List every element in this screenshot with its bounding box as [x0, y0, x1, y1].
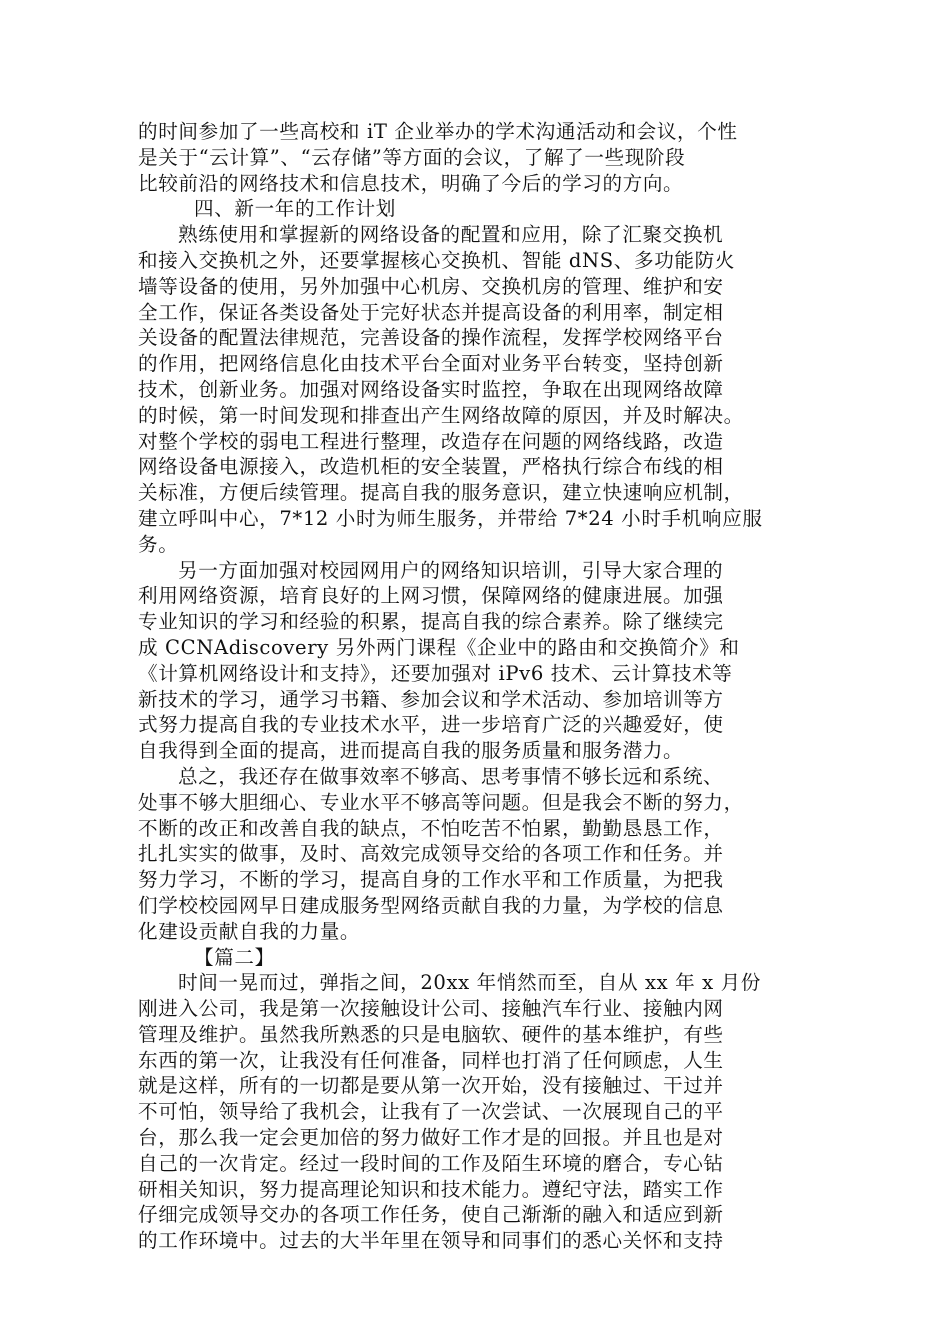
text-line: 专业知识的学习和经验的积累，提高自我的综合素养。除了继续完	[138, 610, 724, 634]
text-line: 墙等设备的使用，另外加强中心机房、交换机房的管理、维护和安	[138, 274, 724, 298]
text-line: 管理及维护。虽然我所熟悉的只是电脑软、硬件的基本维护，有些	[138, 1022, 724, 1046]
text-line: 的工作环境中。过去的大半年里在领导和同事们的悉心关怀和支持	[138, 1229, 724, 1253]
section-heading-part2: 【篇二】	[194, 945, 275, 969]
text-line: 务。	[138, 532, 179, 556]
paragraph-summary	[138, 764, 818, 945]
text-line: 另一方面加强对校园网用户的网络知识培训，引导大家合理的	[178, 558, 724, 582]
text-line: 全工作，保证各类设备处于完好状态并提高设备的利用率，制定相	[138, 300, 724, 324]
paragraph-plan	[138, 222, 818, 557]
text-line: 新技术的学习，通学习书籍、参加会议和学术活动、参加培训等方	[138, 687, 724, 711]
text-line: 不可怕，领导给了我机会，让我有了一次尝试、一次展现自己的平	[138, 1100, 724, 1124]
text-line: 就是这样，所有的一切都是要从第一次开始，没有接触过、干过并	[138, 1074, 724, 1098]
text-line: 网络设备电源接入，改造机柜的安全装置，严格执行综合布线的相	[138, 455, 724, 479]
paragraph-part2	[138, 970, 818, 1254]
text-line: 熟练使用和掌握新的网络设备的配置和应用，除了汇聚交换机	[178, 223, 724, 247]
text-line: 《计算机网络设计和支持》，还要加强对 iPv6 技术、云计算技术等	[138, 661, 733, 685]
text-line: 东西的第一次，让我没有任何准备，同样也打消了任何顾虑，人生	[138, 1048, 724, 1072]
text-line: 关设备的配置法律规范，完善设备的操作流程，发挥学校网络平台	[138, 326, 724, 350]
text-line: 比较前沿的网络技术和信息技术，明确了今后的学习的方向。	[138, 171, 684, 195]
text-line: 技术，创新业务。加强对网络设备实时监控，争取在出现网络故障	[138, 377, 724, 401]
text-line: 成 CCNAdiscovery 另外两门课程《企业中的路由和交换简介》和	[138, 635, 740, 659]
text-line: 化建设贡献自我的力量。	[138, 919, 361, 943]
text-line: 自我得到全面的提高，进而提高自我的服务质量和服务潜力。	[138, 739, 684, 763]
text-line: 自己的一次肯定。经过一段时间的工作及陌生环境的磨合，专心钻	[138, 1151, 724, 1175]
text-line: 对整个学校的弱电工程进行整理，改造存在问题的网络线路，改造	[138, 429, 724, 453]
text-line: 处事不够大胆细心、专业水平不够高等问题。但是我会不断的努力，	[138, 790, 744, 814]
text-line: 仔细完成领导交办的各项工作任务，使自己渐渐的融入和适应到新	[138, 1203, 724, 1227]
text-line: 建立呼叫中心，7*12 小时为师生服务，并带给 7*24 小时手机响应服	[138, 506, 763, 530]
text-line: 刚进入公司，我是第一次接触设计公司、接触汽车行业、接触内网	[138, 997, 724, 1021]
text-line: 总之，我还存在做事效率不够高、思考事情不够长远和系统、	[178, 764, 724, 788]
text-line: 的时候，第一时间发现和排查出产生网络故障的原因，并及时解决。	[138, 403, 744, 427]
text-line: 和接入交换机之外，还要掌握核心交换机、智能 dNS、多功能防火	[138, 248, 735, 272]
text-line: 式努力提高自我的专业技术水平，进一步培育广泛的兴趣爱好，使	[138, 713, 724, 737]
text-line: 的作用，把网络信息化由技术平台全面对业务平台转变，坚持创新	[138, 352, 724, 376]
text-line: 是关于“云计算”、“云存储”等方面的会议，了解了一些现阶段	[138, 145, 686, 169]
paragraph-training	[138, 558, 818, 764]
text-line: 们学校校园网早日建成服务型网络贡献自我的力量，为学校的信息	[138, 893, 724, 917]
text-line: 台，那么我一定会更加倍的努力做好工作才是的回报。并且也是对	[138, 1126, 724, 1150]
text-line: 时间一晃而过，弹指之间，20xx 年悄然而至，自从 xx 年 x 月份	[178, 971, 761, 995]
paragraph-intro	[138, 119, 818, 196]
text-line: 不断的改正和改善自我的缺点，不怕吃苦不怕累，勤勤恳恳工作，	[138, 816, 724, 840]
text-line: 利用网络资源，培育良好的上网习惯，保障网络的健康进展。加强	[138, 584, 724, 608]
text-line: 努力学习，不断的学习，提高自身的工作水平和工作质量，为把我	[138, 868, 724, 892]
text-line: 关标准，方便后续管理。提高自我的服务意识，建立快速响应机制，	[138, 481, 744, 505]
text-line: 研相关知识，努力提高理论知识和技术能力。遵纪守法，踏实工作	[138, 1177, 724, 1201]
document-page	[138, 119, 818, 1254]
section-heading-plan: 四、新一年的工作计划	[194, 197, 396, 221]
text-line: 的时间参加了一些高校和 iT 企业举办的学术沟通活动和会议，个性	[138, 120, 738, 143]
text-line: 扎扎实实的做事，及时、高效完成领导交给的各项工作和任务。并	[138, 842, 724, 866]
